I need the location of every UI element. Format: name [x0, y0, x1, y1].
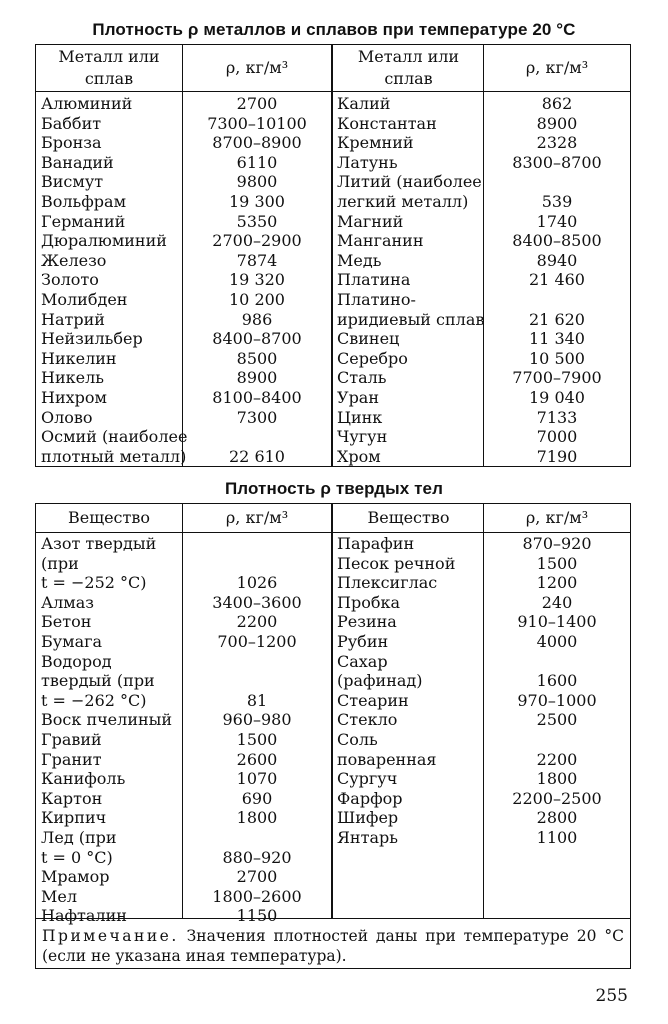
- metals-header-density-right: ρ, кг/м³: [525, 58, 589, 77]
- table-cell: Осмий (наиболее: [41, 427, 188, 447]
- table-cell: плотный металл): [41, 446, 187, 466]
- table-cell: 8400–8700: [212, 329, 302, 349]
- metals-header-density-left: ρ, кг/м³: [225, 58, 289, 77]
- table-cell: Калий: [337, 94, 391, 113]
- metals-left-values: [183, 94, 331, 466]
- table-cell: 19 300: [229, 191, 285, 211]
- table-cell: 10 200: [229, 289, 285, 309]
- metals-table-title: Плотность ρ металлов и сплавов при температуре 20 °С: [92, 20, 576, 39]
- table-cell: 7300–10100: [207, 113, 307, 133]
- table-cell: Янтарь: [337, 827, 398, 847]
- table-cell: 8400–8500: [512, 231, 602, 251]
- table-cell: Серебро: [337, 348, 408, 368]
- table-cell: Сахар: [337, 651, 388, 671]
- solids-header-density-right: ρ, кг/м³: [525, 508, 589, 527]
- table-cell: [484, 172, 630, 192]
- table-cell: (рафинад): [337, 671, 423, 691]
- table-cell: Шифер: [337, 808, 399, 828]
- table-cell: Манганин: [337, 231, 424, 251]
- solids-table-title: Плотность ρ твердых тел: [224, 479, 444, 498]
- table-cell: Гранит: [41, 749, 102, 769]
- table-cell: твердый (при: [41, 671, 155, 691]
- table-cell: Латунь: [337, 152, 398, 172]
- table-cell: 22 610: [229, 446, 285, 466]
- table-cell: 3400–3600: [212, 592, 302, 612]
- table-cell: 2700–2900: [212, 231, 302, 251]
- table-cell: Германий: [41, 211, 126, 231]
- table-cell: t = −252 °С): [41, 573, 147, 593]
- table-cell: 81: [246, 690, 268, 710]
- table-cell: 1500: [236, 729, 278, 749]
- metals-header-name-left: Металл или сплав: [58, 47, 160, 88]
- table-cell: Алмаз: [41, 592, 94, 612]
- table-cell: 2200: [236, 612, 278, 632]
- table-cell: 6110: [236, 152, 278, 172]
- table-cell: Кремний: [337, 133, 414, 153]
- table-cell: Платино-: [337, 289, 416, 309]
- table-cell: Бумага: [41, 631, 103, 651]
- table-cell: Уран: [337, 387, 380, 407]
- table-cell: 7300: [236, 407, 278, 427]
- table-cell: 690: [241, 788, 273, 808]
- table-cell: Воск пчелиный: [41, 710, 173, 730]
- table-cell: 8940: [536, 250, 578, 270]
- table-cell: 240: [541, 592, 573, 612]
- table-cell: Парафин: [337, 534, 415, 553]
- table-cell: 21 460: [529, 270, 585, 290]
- table-cell: Стекло: [337, 710, 398, 730]
- table-cell: 1200: [536, 573, 578, 593]
- table-cell: Медь: [337, 250, 382, 270]
- table-cell: 21 620: [529, 309, 585, 329]
- metals-table: [35, 44, 631, 467]
- table-cell: иридиевый сплав: [337, 309, 485, 329]
- solids-table: [35, 503, 631, 969]
- table-cell: 8700–8900: [212, 133, 302, 153]
- table-cell: 970–1000: [517, 690, 597, 710]
- solids-header-name-right: Вещество: [367, 508, 450, 527]
- solids-header-density-left: ρ, кг/м³: [225, 508, 289, 527]
- table-cell: Азот твердый: [41, 534, 157, 553]
- solids-left-values: [183, 534, 331, 926]
- table-cell: [484, 290, 630, 310]
- solids-right-names: [337, 534, 482, 926]
- table-cell: [183, 828, 331, 848]
- table-cell: [484, 887, 630, 907]
- table-cell: 960–980: [222, 710, 292, 730]
- table-cell: Магний: [337, 211, 404, 231]
- table-cell: 7190: [536, 446, 578, 466]
- table-cell: Резина: [337, 612, 397, 632]
- table-cell: 2700: [236, 94, 278, 113]
- table-cell: 1150: [236, 906, 278, 926]
- table-cell: Кирпич: [41, 808, 107, 828]
- table-cell: Нафталин: [41, 906, 127, 926]
- table-cell: 700–1200: [217, 631, 297, 651]
- table-cell: Железо: [41, 250, 107, 270]
- table-cell: Баббит: [41, 113, 102, 133]
- table-cell: Соль: [337, 729, 378, 749]
- table-cell: 539: [541, 191, 573, 211]
- table-cell: Гравий: [41, 729, 102, 749]
- table-cell: [183, 554, 331, 574]
- table-cell: Нихром: [41, 387, 107, 407]
- table-cell: Нейзильбер: [41, 329, 143, 349]
- table-cell: Никелин: [41, 348, 117, 368]
- table-cell: Никель: [41, 368, 104, 388]
- table-cell: Ванадий: [41, 152, 114, 172]
- table-cell: 2700: [236, 867, 278, 887]
- table-cell: 870–920: [522, 534, 592, 553]
- table-cell: Олово: [41, 407, 93, 427]
- table-cell: Бронза: [41, 133, 102, 153]
- table-cell: 2200: [536, 749, 578, 769]
- table-cell: [484, 867, 630, 887]
- table-cell: 1070: [236, 769, 278, 789]
- table-cell: [337, 887, 482, 907]
- table-cell: [484, 848, 630, 868]
- table-cell: Вольфрам: [41, 191, 127, 211]
- table-cell: t = 0 °С): [41, 847, 113, 867]
- table-cell: 1740: [536, 211, 578, 231]
- table-cell: Платина: [337, 270, 411, 290]
- table-cell: Цинк: [337, 407, 383, 427]
- table-cell: 8100–8400: [212, 387, 302, 407]
- table-cell: 7874: [236, 250, 278, 270]
- table-cell: Мел: [41, 886, 78, 906]
- table-cell: 2328: [536, 133, 578, 153]
- table-cell: 8300–8700: [512, 152, 602, 172]
- table-cell: 1100: [536, 827, 578, 847]
- metals-header-name-right: Металл или сплав: [357, 47, 460, 88]
- table-cell: 1600: [536, 671, 578, 691]
- table-cell: [337, 906, 482, 926]
- table-cell: Рубин: [337, 631, 389, 651]
- table-cell: 862: [541, 94, 573, 113]
- table-cell: [484, 906, 630, 926]
- solids-header-name-left: Вещество: [67, 508, 151, 527]
- table-cell: 8900: [236, 368, 278, 388]
- table-cell: Сургуч: [337, 769, 398, 789]
- metals-left-names: [41, 94, 188, 466]
- table-cell: Константан: [337, 113, 437, 133]
- table-cell: Свинец: [337, 329, 400, 349]
- table-cell: Плексиглас: [337, 573, 438, 593]
- table-cell: 11 340: [529, 329, 585, 349]
- metals-right-names: [337, 94, 485, 466]
- solids-right-values: [484, 534, 630, 926]
- table-cell: 19 040: [529, 387, 585, 407]
- table-cell: Литий (наиболее: [337, 172, 482, 192]
- table-cell: 1026: [236, 573, 278, 593]
- note-text: Значения плотностей даны при температуре 20 °С (если не указана иная температура).: [42, 927, 624, 965]
- table-cell: 1800: [536, 769, 578, 789]
- table-cell: Пробка: [337, 592, 400, 612]
- table-cell: 7133: [536, 407, 578, 427]
- table-cell: 8500: [236, 348, 278, 368]
- table-cell: (при: [41, 553, 79, 573]
- table-cell: Водород: [41, 651, 112, 671]
- table-cell: [484, 730, 630, 750]
- table-cell: 910–1400: [517, 612, 597, 632]
- table-cell: Фарфор: [337, 788, 403, 808]
- table-cell: Чугун: [337, 427, 388, 447]
- table-cell: 5350: [236, 211, 278, 231]
- table-cell: 8900: [536, 113, 578, 133]
- table-cell: Золото: [41, 270, 99, 290]
- table-cell: 9800: [236, 172, 278, 192]
- table-cell: Канифоль: [41, 769, 126, 789]
- table-cell: Алюминий: [41, 94, 133, 113]
- table-cell: 2600: [236, 749, 278, 769]
- table-cell: 2200–2500: [512, 788, 602, 808]
- table-cell: Песок речной: [337, 553, 456, 573]
- metals-right-values: [484, 94, 630, 466]
- table-cell: 1800: [236, 808, 278, 828]
- table-cell: Натрий: [41, 309, 105, 329]
- page-number: 255: [595, 986, 628, 1006]
- table-cell: t = −262 °С): [41, 690, 147, 710]
- table-cell: Сталь: [337, 368, 387, 388]
- table-cell: [337, 867, 482, 887]
- table-cell: [337, 848, 482, 868]
- table-cell: [183, 534, 331, 554]
- table-cell: 19 320: [229, 270, 285, 290]
- table-cell: 7000: [536, 427, 578, 447]
- table-cell: Мрамор: [41, 867, 110, 887]
- table-cell: 2800: [536, 808, 578, 828]
- table-cell: Хром: [337, 446, 381, 466]
- table-cell: Бетон: [41, 612, 92, 632]
- solids-left-names: [41, 534, 181, 926]
- table-cell: [183, 671, 331, 691]
- table-cell: 880–920: [222, 847, 292, 867]
- table-cell: Молибден: [41, 289, 128, 309]
- solids-note: [42, 926, 624, 966]
- table-cell: Стеарин: [337, 690, 409, 710]
- note-label: Примечание.: [42, 927, 179, 945]
- table-cell: легкий металл): [337, 191, 469, 211]
- table-cell: 1500: [536, 553, 578, 573]
- table-cell: 7700–7900: [512, 368, 602, 388]
- table-cell: 4000: [536, 631, 578, 651]
- table-cell: Лед (при: [41, 827, 117, 847]
- table-cell: [183, 427, 331, 447]
- table-cell: 2500: [536, 710, 578, 730]
- table-cell: Картон: [41, 788, 103, 808]
- table-cell: Висмут: [41, 172, 104, 192]
- table-cell: 1800–2600: [212, 886, 302, 906]
- table-cell: 986: [241, 309, 273, 329]
- table-cell: 10 500: [529, 348, 585, 368]
- table-cell: [484, 652, 630, 672]
- table-cell: поваренная: [337, 749, 437, 769]
- table-cell: [183, 652, 331, 672]
- table-cell: Дюралюминий: [41, 231, 167, 251]
